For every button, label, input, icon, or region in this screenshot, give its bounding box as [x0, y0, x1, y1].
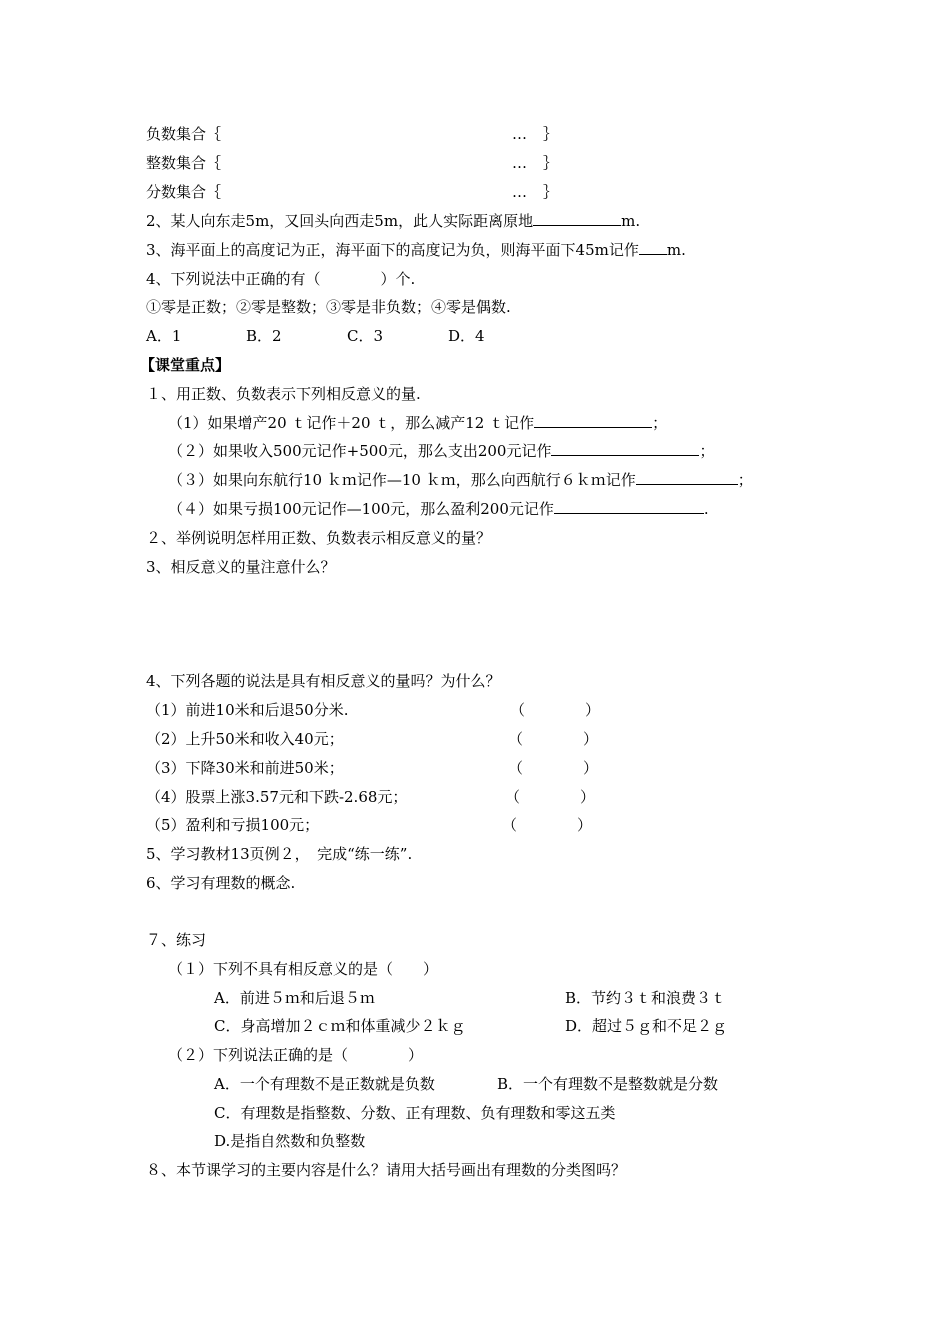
focus-q4-item-3-answer[interactable]: （ ） [508, 759, 599, 777]
focus-question-6: 6、学习有理数的概念. [146, 874, 296, 892]
focus-q1-item-4-blank[interactable] [554, 499, 704, 514]
practice-1-option-a: A．前进５ｍ和后退５ｍ [214, 989, 375, 1007]
focus-q4-item-2: （2）上升50米和收入40元； [146, 730, 344, 748]
practice-1-stem: （１）下列不具有相反意义的是（ ） [168, 960, 439, 978]
focus-q4-item-3: （3）下降30米和前进50米； [146, 759, 344, 777]
focus-q4-item-4-answer[interactable]: （ ） [505, 788, 596, 806]
focus-q1-item-3-text: （３）如果向东航行10 ｋｍ记作—10 ｋｍ，那么向西航行６ｋｍ记作 [168, 471, 636, 489]
focus-q1-item-1-end: ； [652, 414, 668, 432]
focus-question-1: １、用正数、负数表示下列相反意义的量. [146, 385, 421, 403]
integer-set-ellipsis: … [512, 154, 527, 172]
focus-q4-item-1-answer[interactable]: （ ） [510, 701, 601, 719]
practice-2-option-d: D.是指自然数和负整数 [214, 1132, 366, 1150]
focus-q4-item-5-answer[interactable]: （ ） [502, 816, 593, 834]
focus-q1-item-2-blank[interactable] [551, 441, 699, 456]
practice-2-option-b: B．一个有理数不是整数就是分数 [497, 1075, 719, 1093]
focus-q1-item-2-text: （２）如果收入500元记作+500元，那么支出200元记作 [168, 442, 552, 460]
practice-1-option-c: C．身高增加２ｃｍ和体重减少２ｋｇ [214, 1017, 466, 1035]
question-4-option-c: C．3 [347, 327, 384, 345]
question-4-option-b: B．2 [246, 327, 282, 345]
focus-q1-item-2 [168, 441, 714, 461]
focus-question-3: 3、相反意义的量注意什么？ [146, 558, 336, 576]
focus-q1-item-1-text: （1）如果增产20 ｔ记作＋20 ｔ，那么减产12 ｔ记作 [168, 414, 535, 432]
focus-q4-item-5: （5）盈利和亏损100元； [146, 816, 320, 834]
practice-2-option-a: A．一个有理数不是正数就是负数 [214, 1075, 435, 1093]
focus-q1-item-1-blank[interactable] [534, 413, 652, 428]
practice-1-option-b: B．节约３ｔ和浪费３ｔ [565, 989, 727, 1007]
focus-question-8: ８、本节课学习的主要内容是什么？请用大括号画出有理数的分类图吗？ [146, 1161, 627, 1179]
focus-question-4: 4、下列各题的说法是具有相反意义的量吗？为什么？ [146, 672, 501, 690]
focus-q1-item-4-text: （４）如果亏损100元记作—100元，那么盈利200元记作 [168, 500, 554, 518]
question-4-statements: ①零是正数；②零是整数；③零是非负数；④零是偶数. [146, 298, 511, 316]
focus-question-5: 5、学习教材13页例２， 完成“练一练”. [146, 845, 413, 863]
question-3-unit: m. [666, 241, 686, 259]
question-2 [146, 211, 640, 231]
focus-q1-item-3-end: ； [737, 471, 753, 489]
focus-q1-item-3 [168, 470, 753, 490]
fraction-set-label: 分数集合｛ [146, 183, 222, 201]
negative-set-label: 负数集合｛ [146, 125, 222, 143]
focus-q1-item-4-end: . [703, 500, 709, 518]
focus-q4-item-4: （4）股票上涨3.57元和下跌-2.68元； [146, 788, 408, 806]
question-4-option-d: D．4 [448, 327, 485, 345]
question-3-blank[interactable] [639, 240, 667, 255]
focus-q1-item-1 [168, 413, 667, 433]
integer-set-close-brace: ｝ [543, 154, 559, 172]
practice-1-option-d: D．超过５ｇ和不足２ｇ [565, 1017, 728, 1035]
fraction-set-close-brace: ｝ [543, 183, 559, 201]
focus-q1-item-2-end: ； [699, 442, 715, 460]
question-2-text: 2、某人向东走5m，又回头向西走5m，此人实际距离原地 [146, 212, 534, 230]
question-3 [146, 240, 686, 260]
focus-q1-item-3-blank[interactable] [636, 470, 738, 485]
practice-2-stem: （２）下列说法正确的是（ ） [168, 1046, 424, 1064]
question-4-option-a: A．1 [146, 327, 182, 345]
focus-question-2: ２、举例说明怎样用正数、负数表示相反意义的量？ [146, 529, 492, 547]
focus-q1-item-4 [168, 499, 709, 519]
question-2-blank[interactable] [533, 211, 621, 226]
practice-2-option-c: C．有理数是指整数、分数、正有理数、负有理数和零这五类 [214, 1104, 616, 1122]
integer-set-label: 整数集合｛ [146, 154, 222, 172]
negative-set-close-brace: ｝ [543, 125, 559, 143]
section-heading-focus: 【课堂重点】 [140, 356, 231, 374]
negative-set-ellipsis: … [512, 125, 527, 143]
question-4-stem: 4、下列说法中正确的有（ ）个. [146, 270, 416, 288]
question-2-unit: m. [621, 212, 641, 230]
focus-q4-item-2-answer[interactable]: （ ） [508, 730, 599, 748]
focus-question-7: ７、练习 [146, 931, 207, 949]
fraction-set-ellipsis: … [512, 183, 527, 201]
focus-q4-item-1: （1）前进10米和后退50分米. [146, 701, 349, 719]
question-3-text: 3、海平面上的高度记为正，海平面下的高度记为负，则海平面下45m记作 [146, 241, 639, 259]
